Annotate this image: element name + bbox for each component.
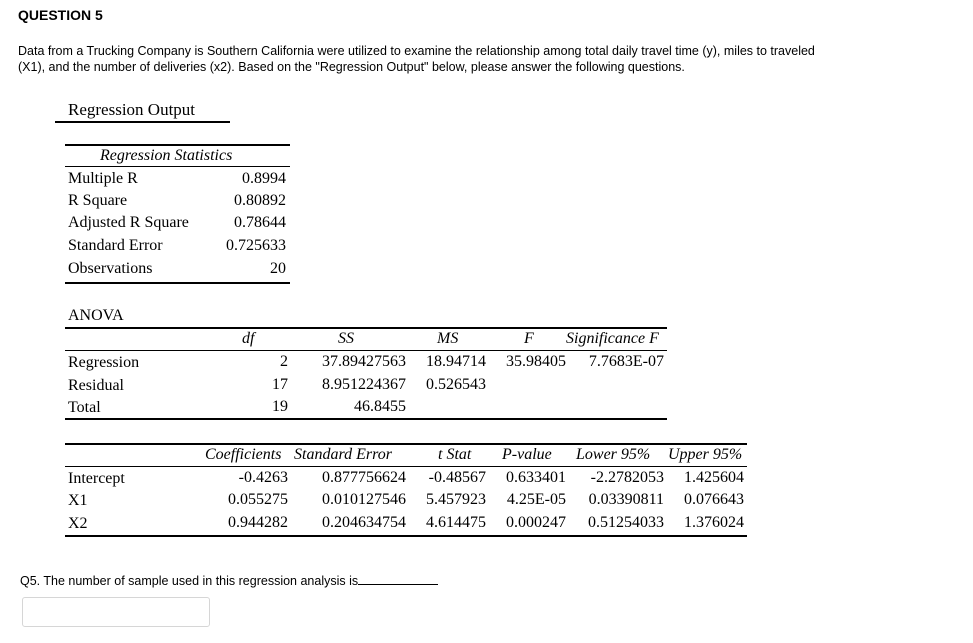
coef-top-rule [65,443,747,445]
title-underline [55,121,230,123]
coef-header-p-value: P-value [502,446,552,463]
coef-label-x2: X2 [68,515,88,532]
anova-bottom-rule [65,418,667,420]
coef-lo-x2: 0.51254033 [588,514,664,531]
anova-ss-residual: 8.951224367 [322,376,406,393]
stats-value-multiple-r: 0.8994 [242,170,286,187]
stats-label-multiple-r: Multiple R [68,170,138,187]
coef-t-x1: 5.457923 [426,491,486,508]
coef-label-x1: X1 [68,492,88,509]
stats-label-observations: Observations [68,260,153,277]
coef-se-x1: 0.010127546 [322,491,406,508]
stats-label-r-square: R Square [68,192,128,209]
anova-ms-regression: 18.94714 [426,353,486,370]
coef-value-x2: 0.944282 [228,514,288,531]
coef-t-intercept: -0.48567 [428,469,486,486]
answer-blank-line [358,584,438,585]
anova-title: ANOVA [68,307,124,324]
question-title: QUESTION 5 [18,7,103,23]
anova-header-df: df [242,330,255,347]
anova-top-rule [65,327,667,329]
stats-value-adj-r-square: 0.78644 [234,214,286,231]
coef-header-coefficients: Coefficients [205,446,282,463]
coef-lo-intercept: -2.2782053 [590,469,664,486]
anova-df-residual: 17 [272,376,288,393]
anova-df-total: 19 [272,398,288,415]
anova-ms-residual: 0.526543 [426,376,486,393]
question-intro [18,43,815,75]
anova-ss-total: 46.8455 [354,398,406,415]
stats-header: Regression Statistics [100,147,233,164]
anova-header-f: F [524,330,534,347]
stats-value-observations: 20 [270,260,286,277]
coef-hi-intercept: 1.425604 [684,469,744,486]
intro-line-1: Data from a Trucking Company is Southern California were utilized to examine the relationship among total daily travel time (y), miles to traveled [18,44,815,58]
answer-input[interactable] [22,597,210,627]
coef-hi-x2: 1.376024 [684,514,744,531]
stats-header-rule [65,166,290,167]
coef-lo-x1: 0.03390811 [588,491,664,508]
stats-value-std-error: 0.725633 [226,237,286,254]
stats-bottom-rule [65,282,290,284]
anova-label-total: Total [68,399,101,416]
coef-value-intercept: -0.4263 [238,469,288,486]
coef-bottom-rule [65,535,747,537]
coef-p-intercept: 0.633401 [506,469,566,486]
coef-p-x2: 0.000247 [506,514,566,531]
coef-label-intercept: Intercept [68,470,125,487]
anova-f-regression: 35.98405 [506,353,566,370]
coef-value-x1: 0.055275 [228,491,288,508]
coef-p-x1: 4.25E-05 [506,491,566,508]
stats-value-r-square: 0.80892 [234,192,286,209]
coef-hi-x1: 0.076643 [684,491,744,508]
stats-top-rule [65,144,290,146]
intro-line-2: (X1), and the number of deliveries (x2). Based on the "Regression Output" below, please answer the following questions. [18,60,685,74]
question-prompt [20,574,438,588]
anova-header-sigf: Significance F [566,330,659,347]
coef-header-lower95: Lower 95% [576,446,651,463]
coef-t-x2: 4.614475 [426,514,486,531]
anova-df-regression: 2 [280,353,288,370]
anova-sig-regression: 7.7683E-07 [588,353,664,370]
coef-se-intercept: 0.877756624 [322,469,406,486]
anova-header-ss: SS [338,330,354,347]
stats-label-adj-r-square: Adjusted R Square [68,214,189,231]
coef-se-x2: 0.204634754 [322,514,406,531]
coef-header-rule [65,466,747,467]
stats-label-std-error: Standard Error [68,237,163,254]
anova-header-ms: MS [437,330,459,347]
coef-header-upper95: Upper 95% [668,446,743,463]
anova-header-rule [65,350,667,351]
anova-label-regression: Regression [68,354,140,371]
coef-header-std-error: Standard Error [294,446,392,463]
anova-label-residual: Residual [68,377,124,394]
anova-ss-regression: 37.89427563 [322,353,406,370]
coef-header-t-stat: t Stat [438,446,472,463]
output-title: Regression Output [68,100,196,119]
question-prompt-text: Q5. The number of sample used in this regression analysis is [20,574,359,588]
